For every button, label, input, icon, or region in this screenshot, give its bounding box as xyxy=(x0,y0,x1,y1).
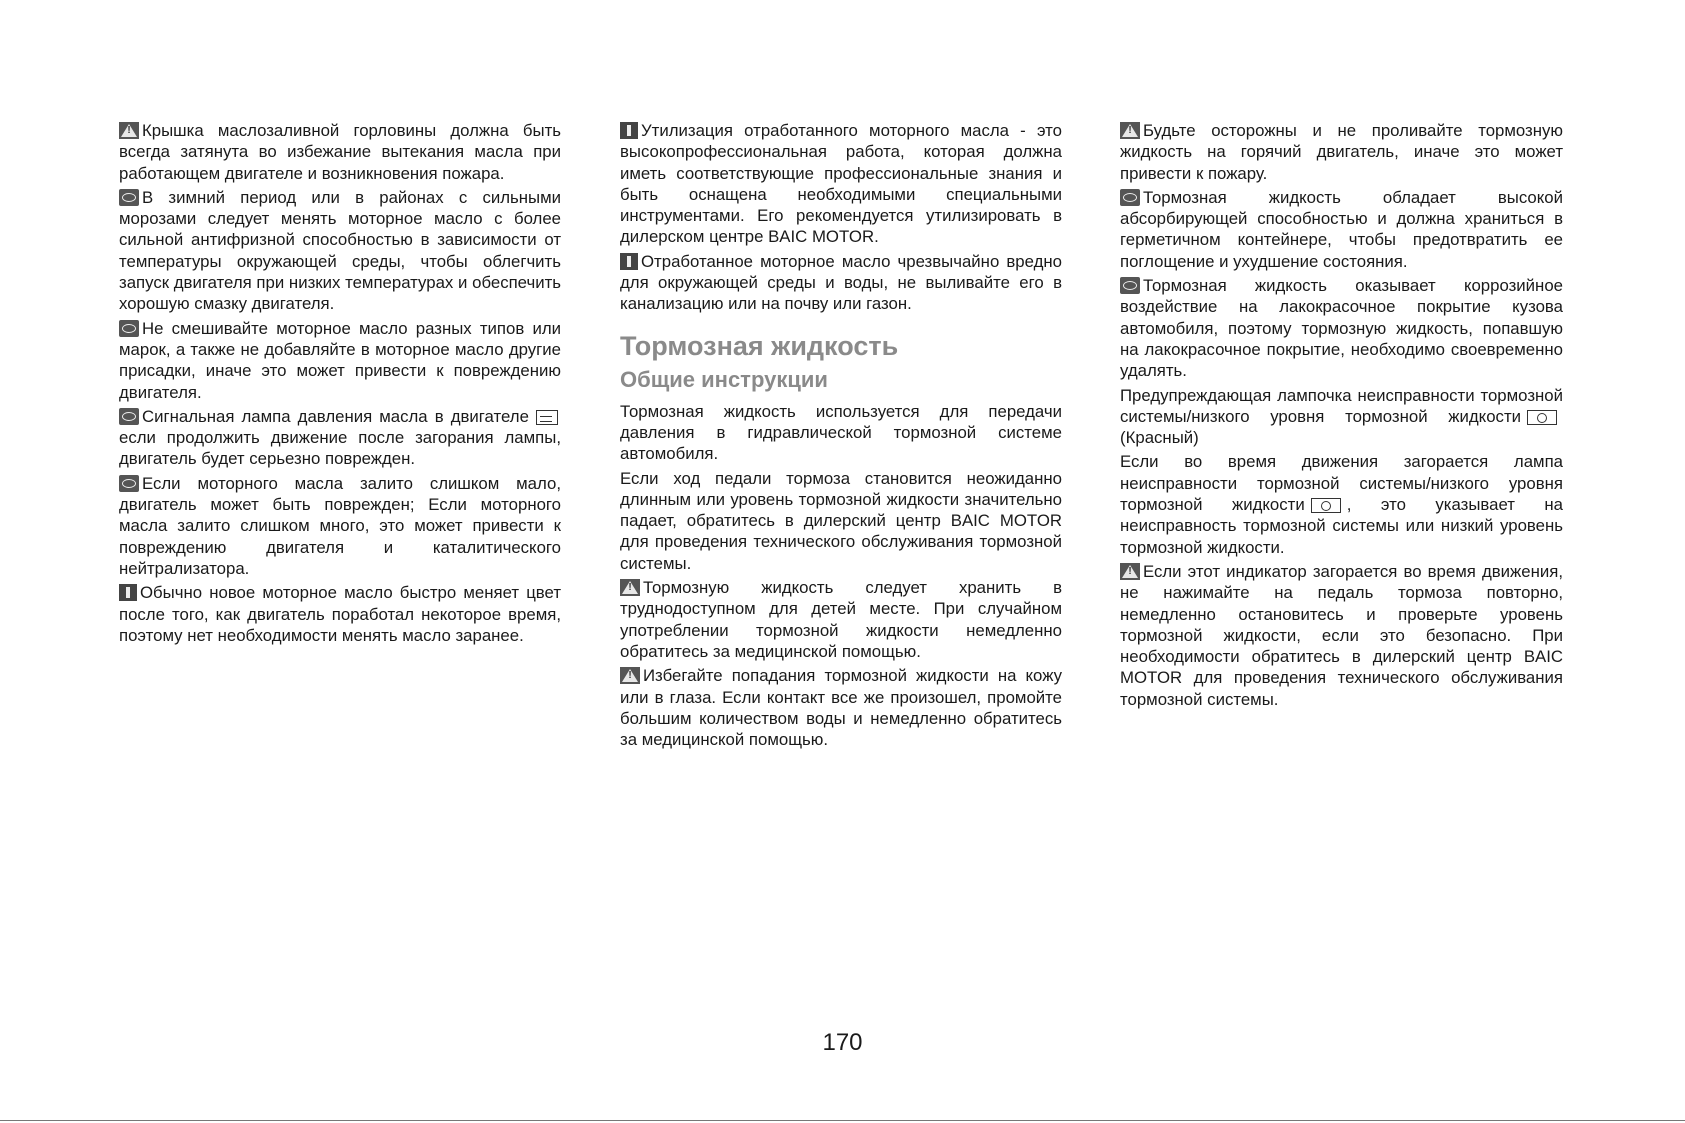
brake-warning-lamp-icon xyxy=(1311,498,1341,513)
paragraph-do-not-mix-oil xyxy=(119,318,561,403)
info-icon xyxy=(620,122,638,139)
paragraph-oil-cap-warning xyxy=(119,120,561,184)
left-column xyxy=(119,120,561,649)
paragraph-oil-disposal xyxy=(620,120,1062,248)
warning-icon xyxy=(1120,563,1140,580)
right-column xyxy=(1120,120,1563,713)
paragraph-oil-color xyxy=(119,582,561,646)
paragraph-text: , это указывает на неисправность тормозной системы или низкий уровень тормозной жидкости. xyxy=(1120,495,1563,557)
paragraph-text: Крышка маслозаливной горловины должна быть всегда затянута во избежание вытекания масла при работающем двигателе и возникновения пожара. xyxy=(119,121,561,183)
paragraph-text: если продолжить движение после загорания лампы, двигатель будет серьезно поврежден. xyxy=(119,428,561,469)
brake-warning-lamp-icon xyxy=(1527,410,1557,425)
paragraph-text: Избегайте попадания тормозной жидкости на кожу или в глаза. Если контакт все же произошел, промойте большим количеством воды и немедленно обратитесь за медицинской помощью. xyxy=(620,666,1062,750)
paragraph-text: Если этот индикатор загорается во время движения, не нажимайте на педаль тормоза повторно, немедленно остановитесь и проверьте уровень тормозной жидкости, если это безопасно. При необходимости обратитесь в дилерский центр BAIC MOTOR для проведения технического обслуживания тормозной системы. xyxy=(1120,561,1563,709)
paragraph-text: Тормозная жидкость обладает высокой абсорбирующей способностью и должна храниться в герметичном контейнере, чтобы предотвратить ее поглощение и ухудшение состояния. xyxy=(1120,187,1563,271)
paragraph-text: Если ход педали тормоза становится неожиданно длинным или уровень тормозной жидкости значительно падает, обратитесь в дилерский центр BAIC MOTOR для проведения технического обслуживания тормозной системы. xyxy=(620,468,1062,573)
paragraph-brake-lamp-meaning xyxy=(1120,451,1563,557)
divider xyxy=(0,1120,1685,1121)
paragraph-brake-lamp-action xyxy=(1120,561,1563,710)
paragraph-text: Тормозная жидкость оказывает коррозийное воздействие на лакокрасочное покрытие кузова автомобиля, поэтому тормозную жидкость, попавшую на лакокрасочное покрытие, необходимо своевременно удалять. xyxy=(1120,276,1563,381)
paragraph-text: Если моторного масла залито слишком мало, двигатель может быть поврежден; Если моторного масла залито слишком много, это может привести к повреждению двигателя и каталитического нейтрализатора. xyxy=(119,473,561,578)
paragraph-text: Тормозная жидкость используется для передачи давления в гидравлической тормозной системе автомобиля. xyxy=(620,401,1062,464)
paragraph-winter-oil xyxy=(119,187,561,315)
info-icon xyxy=(620,253,638,270)
paragraph-oil-pressure-lamp xyxy=(119,406,561,470)
paragraph-text: Если во время движения загорается лампа неисправности тормозной системы/низкого уровня тормозной жидкости xyxy=(1120,452,1563,515)
paragraph-text: Отработанное моторное масло чрезвычайно вредно для окружающей среды и воды, не выливайте его в канализацию или на почву или газон. xyxy=(620,251,1062,314)
paragraph-corrosive xyxy=(1120,275,1563,381)
eco-icon xyxy=(119,408,139,425)
info-icon xyxy=(119,584,137,601)
paragraph-brake-lamp-title xyxy=(1120,385,1563,449)
paragraph-used-oil-harm xyxy=(620,251,1062,315)
middle-column xyxy=(620,120,1062,753)
paragraph-text: Предупреждающая лампочка неисправности тормозной системы/низкого уровня тормозной жидкости xyxy=(1120,385,1563,426)
eco-icon xyxy=(1120,277,1140,294)
eco-icon xyxy=(1120,189,1140,206)
eco-icon xyxy=(119,320,139,337)
warning-icon xyxy=(620,579,640,596)
section-heading: Тормозная жидкость xyxy=(620,330,899,361)
warning-icon xyxy=(119,122,139,139)
paragraph-text: Тормозную жидкость следует хранить в труднодоступном для детей месте. При случайном употреблении тормозной жидкости немедленно обратитесь за медицинской помощью. xyxy=(620,578,1062,661)
paragraph-brake-pedal-travel xyxy=(620,468,1062,574)
oil-pressure-lamp-icon xyxy=(536,410,558,425)
warning-icon xyxy=(620,667,640,684)
warning-icon xyxy=(1120,122,1140,139)
paragraph-hot-engine-warning xyxy=(1120,120,1563,184)
paragraph-hygroscopic xyxy=(1120,187,1563,272)
paragraph-text: В зимний период или в районах с сильными морозами следует менять моторное масло с более сильной антифризной способностью в зависимости от температуры окружающей среды, чтобы облегчить запуск двигателя при низких температурах и обеспечить хорошую смазку двигателя. xyxy=(119,187,561,314)
paragraph-brake-fluid-purpose xyxy=(620,401,1062,465)
page-number: 170 xyxy=(822,1029,863,1056)
paragraph-text: Утилизация отработанного моторного масла - это высокопрофессиональная работа, которая должна иметь соответствующие профессиональные знания и быть оснащена необходимыми специальными инструментами. Его рекомендуется утилизировать в дилерском центре BAIC MOTOR. xyxy=(620,121,1062,247)
eco-icon xyxy=(119,189,139,206)
paragraph-text: Сигнальная лампа давления масла в двигателе xyxy=(142,406,529,426)
paragraph-skin-eye-warning xyxy=(620,665,1062,750)
paragraph-children-warning xyxy=(620,577,1062,662)
eco-icon xyxy=(119,475,139,492)
paragraph-text: Не смешивайте моторное масло разных типов или марок, а также не добавляйте в моторное масло другие присадки, иначе это может привести к повреждению двигателя. xyxy=(119,318,561,402)
paragraph-text: Обычно новое моторное масло быстро меняет цвет после того, как двигатель поработал некоторое время, поэтому нет необходимости менять масло заранее. xyxy=(119,583,561,645)
subsection-heading: Общие инструкции xyxy=(620,366,828,392)
paragraph-text: Будьте осторожны и не проливайте тормозную жидкость на горячий двигатель, иначе это может привести к пожару. xyxy=(1120,121,1563,183)
paragraph-oil-level xyxy=(119,473,561,579)
paragraph-text: (Красный) xyxy=(1120,428,1199,448)
